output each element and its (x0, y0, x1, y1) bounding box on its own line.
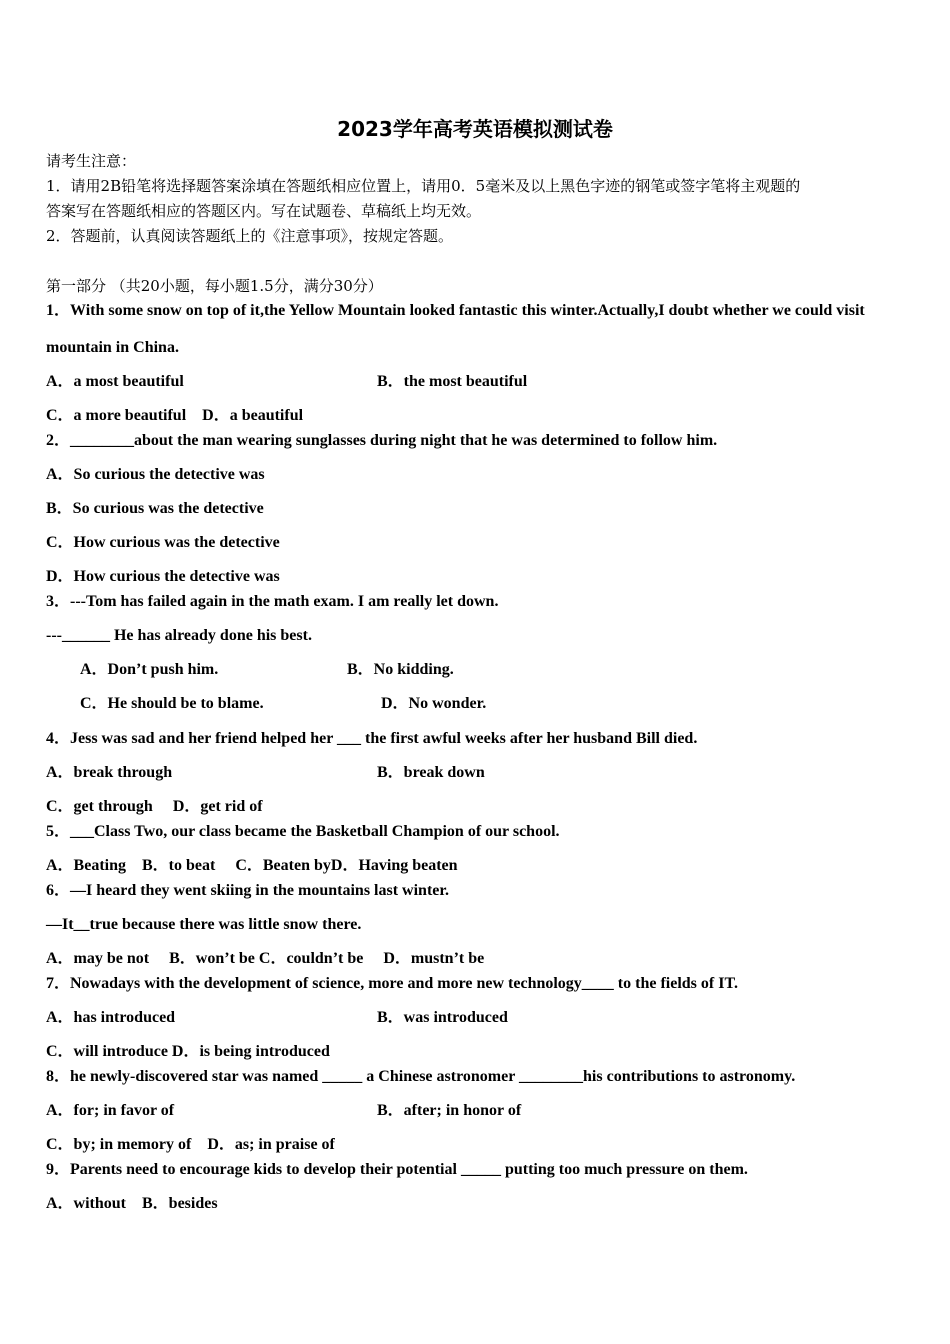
question-9-options-ab: A．without B．besides (46, 1195, 218, 1212)
question-3-stem-reply: ---______ He has already done his best. (46, 627, 312, 644)
question-4-options-cd: C．get through D．get rid of (46, 798, 263, 815)
question-3-option-c: C．He should be to blame. (80, 695, 264, 712)
question-5-stem: 5．___Class Two, our class became the Basketball Champion of our school. (46, 823, 560, 840)
question-1-option-b: B．the most beautiful (377, 373, 528, 390)
question-1-stem: 1．With some snow on top of it,the Yellow Mountain looked fantastic this winter.Actually,I doubt whether we could visit (46, 302, 865, 319)
question-2-option-d: D．How curious the detective was (46, 568, 280, 585)
question-6-stem: 6．—I heard they went skiing in the mountains last winter. (46, 882, 450, 899)
question-7-option-a: A．has introduced (46, 1009, 176, 1026)
question-2-option-a: A．So curious the detective was (46, 466, 265, 483)
question-8-stem: 8．he newly-discovered star was named _____ a Chinese astronomer ________his contributions to astronomy. (46, 1068, 796, 1085)
question-3-option-b: B．No kidding. (347, 661, 454, 678)
question-1-option-a: A．a most beautiful (46, 373, 184, 390)
question-3-stem: 3．---Tom has failed again in the math exam. I am really let down. (46, 593, 499, 610)
notice-line-2: 2．答题前，认真阅读答题纸上的《注意事项》，按规定答题。 (46, 227, 454, 245)
question-1-options-cd: C．a more beautiful D．a beautiful (46, 407, 304, 424)
question-8-option-b: B．after; in honor of (377, 1102, 522, 1119)
question-8-options-cd: C．by; in memory of D．as; in praise of (46, 1136, 335, 1153)
notice-heading: 请考生注意： (46, 152, 137, 170)
question-2-option-b: B．So curious was the detective (46, 500, 264, 517)
question-6-options: A．may be not B．won’t be C．couldn’t be D．mustn’t be (46, 950, 485, 967)
question-5-options: A．Beating B．to beat C．Beaten byD．Having beaten (46, 857, 458, 874)
question-7-stem: 7．Nowadays with the development of science, more and more new technology____ to the fields of IT. (46, 975, 738, 992)
question-7-options-cd: C．will introduce D．is being introduced (46, 1043, 330, 1060)
question-9-stem: 9．Parents need to encourage kids to develop their potential _____ putting too much pressure on them. (46, 1161, 748, 1178)
question-4-option-b: B．break down (377, 764, 485, 781)
question-3-option-d: D．No wonder. (381, 695, 487, 712)
notice-line-1a: 1．请用2B铅笔将选择题答案涂填在答题纸相应位置上，请用0．5毫米及以上黑色字迹的钢笔或签字笔将主观题的 (46, 177, 801, 195)
page-title: 2023学年高考英语模拟测试卷 (337, 117, 613, 141)
question-7-option-b: B．was introduced (377, 1009, 508, 1026)
question-4-option-a: A．break through (46, 764, 173, 781)
question-1-stem-cont: mountain in China. (46, 339, 179, 356)
question-6-stem-reply: —It__true because there was little snow there. (46, 916, 362, 933)
question-2-stem: 2．________about the man wearing sunglasses during night that he was determined to follow him. (46, 432, 718, 449)
question-3-option-a: A．Don’t push him. (80, 661, 219, 678)
section-heading: 第一部分 （共20小题，每小题1.5分，满分30分） (46, 277, 383, 295)
question-8-option-a: A．for; in favor of (46, 1102, 175, 1119)
question-2-option-c: C．How curious was the detective (46, 534, 280, 551)
question-4-stem: 4．Jess was sad and her friend helped her ___ the first awful weeks after her husband Bill died. (46, 730, 698, 747)
notice-line-1b: 答案写在答题纸相应的答题区内。写在试题卷、草稿纸上均无效。 (46, 202, 482, 220)
